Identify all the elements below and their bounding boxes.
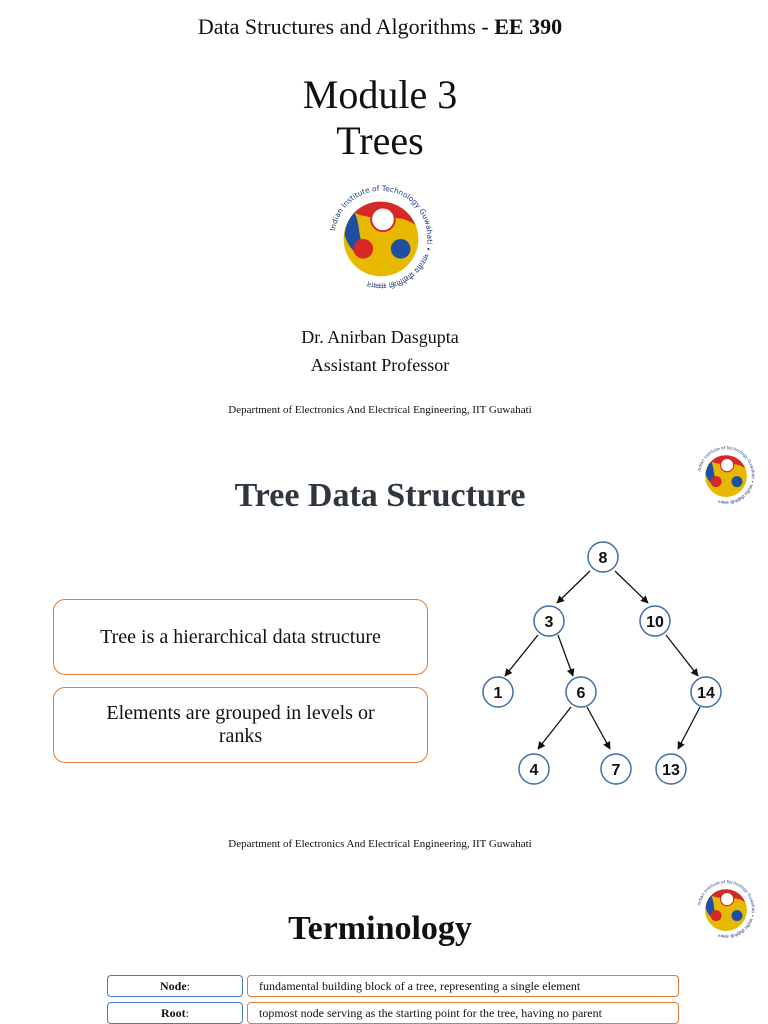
slide-title: Tree Data Structure bbox=[234, 477, 526, 514]
tree-node-label: 1 bbox=[493, 685, 503, 702]
term-definition: fundamental building block of a tree, representing a single element bbox=[247, 975, 679, 997]
author-name: Dr. Anirban Dasgupta bbox=[301, 327, 459, 347]
tree-node-label: 10 bbox=[646, 614, 664, 631]
tree-node-label: 13 bbox=[662, 762, 680, 779]
iitg-logo-icon bbox=[322, 178, 440, 296]
tree-edge bbox=[587, 707, 610, 749]
tree-edge bbox=[538, 707, 571, 749]
tree-edge bbox=[558, 635, 573, 676]
tree-edge bbox=[505, 635, 538, 676]
course-name: Data Structures and Algorithms - bbox=[197, 14, 495, 39]
tree-node-label: 4 bbox=[529, 762, 539, 779]
term-key: Node: bbox=[107, 975, 243, 997]
term-row-node bbox=[107, 975, 679, 997]
department-footer: Department of Electronics And Electrical Engineering, IIT Guwahati bbox=[228, 838, 532, 850]
bullet-box-hierarchy bbox=[53, 599, 428, 675]
bullet-text: Tree is a hierarchical data structure bbox=[100, 625, 381, 648]
bullet-box-levels bbox=[53, 687, 428, 763]
course-title bbox=[0, 14, 760, 40]
tree-edge bbox=[615, 571, 648, 603]
term-row-root bbox=[107, 1002, 679, 1024]
course-code: EE 390 bbox=[494, 14, 563, 39]
module-topic: Trees bbox=[336, 118, 424, 163]
term-definition: topmost node serving as the starting point for the tree, having no parent bbox=[247, 1002, 679, 1024]
tree-node-label: 3 bbox=[544, 614, 554, 631]
module-number: Module 3 bbox=[302, 72, 458, 117]
tree-node-label: 7 bbox=[611, 762, 621, 779]
tree-edge bbox=[666, 635, 698, 676]
slide-title: Terminology bbox=[288, 910, 472, 947]
tree-edge bbox=[678, 707, 700, 749]
bullet-text: Elements are grouped in levels or ranks bbox=[106, 702, 375, 747]
tree-node-label: 6 bbox=[576, 685, 586, 702]
binary-tree-diagram bbox=[470, 535, 750, 795]
tree-node-label: 14 bbox=[697, 685, 715, 702]
author-role: Assistant Professor bbox=[310, 355, 450, 375]
department-footer: Department of Electronics And Electrical Engineering, IIT Guwahati bbox=[228, 404, 532, 416]
tree-node-label: 8 bbox=[598, 550, 608, 567]
tree-edge bbox=[557, 571, 590, 603]
term-key: Root: bbox=[107, 1002, 243, 1024]
